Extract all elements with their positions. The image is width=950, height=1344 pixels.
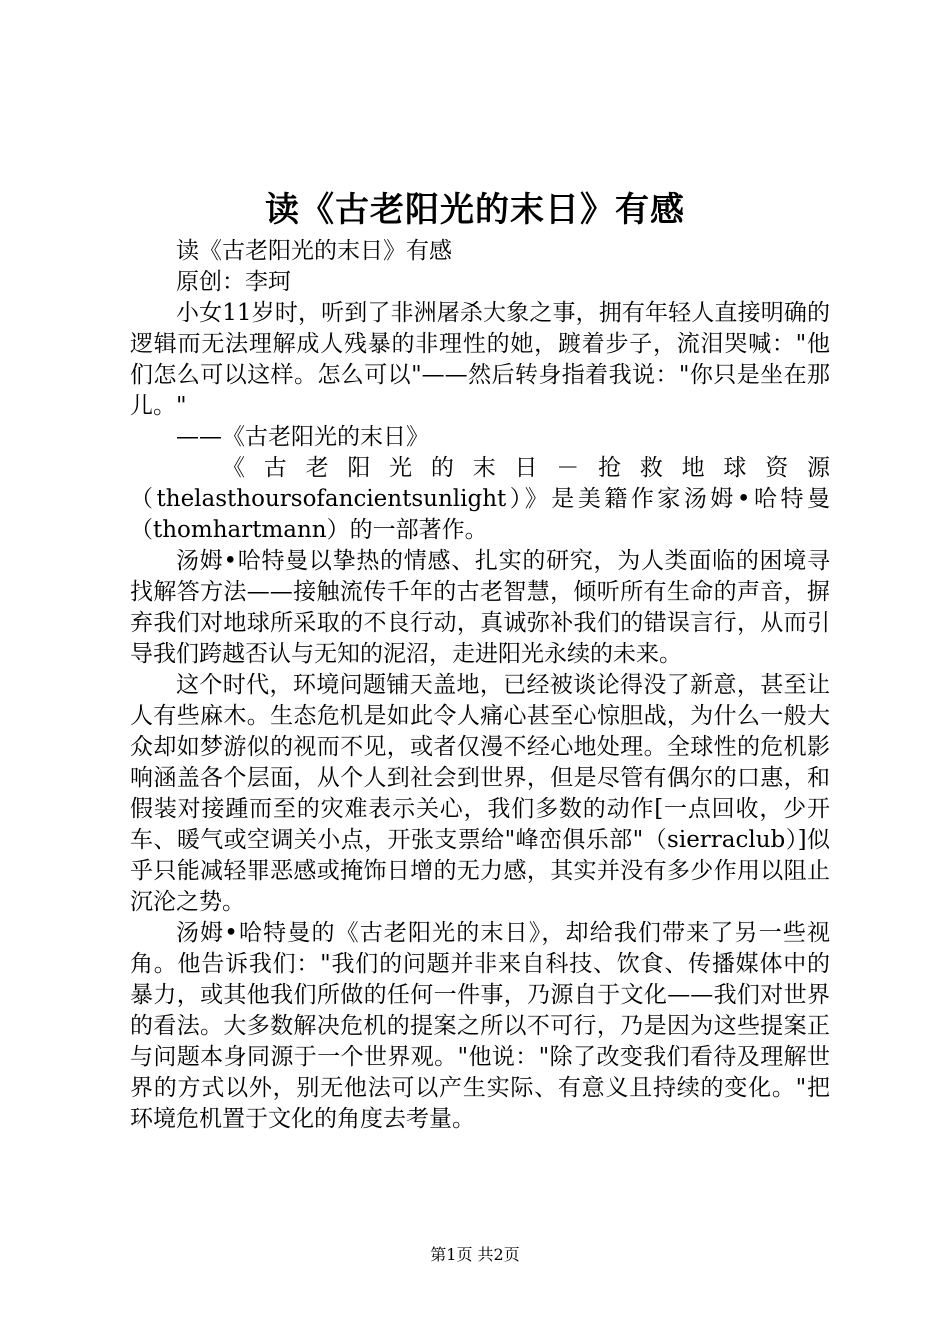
body-paragraph: 汤姆•哈特曼以挚热的情感、扎实的研究，为人类面临的困境寻找解答方法——接触流传千年的古老智慧，倾听所有生命的声音，摒弃我们对地球所采取的不良行动，真诚弥补我们的错误言行，从而引导我们跨越否认与无知的泥沼，走进阳光永续的未来。 xyxy=(130,548,830,667)
document-title: 读《古老阳光的末日》有感 xyxy=(265,190,685,230)
document-body xyxy=(130,236,830,1135)
author-paragraph: 原创：李珂 xyxy=(176,269,291,295)
body-paragraph: 小女11岁时，听到了非洲屠杀大象之事，拥有年轻人直接明确的逻辑而无法理解成人残暴的非理性的她，踱着步子，流泪哭喊："他们怎么可以这样。怎么可以"——然后转身指着我说："你只是坐在那儿。" xyxy=(130,300,830,419)
body-paragraph: 这个时代，环境问题铺天盖地，已经被谈论得没了新意，甚至让人有些麻木。生态危机是如此令人痛心甚至心惊胆战，为什么一般大众却如梦游似的视而不见，或者仅漫不经心地处理。全球性的危机影响涵盖各个层面，从个人到社会到世界，但是尽管有偶尔的口惠，和假装对接踵而至的灾难表示关心，我们多数的动作[一点回收，少开车、暖气或空调关小点，开张支票给"峰峦俱乐部"（sierraclub）]似乎只能减轻罪恶感或掩饰日增的无力感，其实并没有多少作用以阻止沉沦之势。 xyxy=(130,672,830,915)
quote-source-paragraph: ——《古老阳光的末日》 xyxy=(176,424,429,450)
page-footer: 第1页 共2页 xyxy=(430,1245,520,1264)
subtitle-paragraph: 读《古老阳光的末日》有感 xyxy=(176,238,452,264)
body-paragraph: 《古老阳光的末日－抢救地球资源（thelasthoursofancientsunlight）》是美籍作家汤姆•哈特曼（thomhartmann）的一部著作。 xyxy=(130,455,830,543)
body-paragraph: 汤姆•哈特曼的《古老阳光的末日》，却给我们带来了另一些视角。他告诉我们："我们的问题并非来自科技、饮食、传播媒体中的暴力，或其他我们所做的任何一件事，乃源自于文化——我们对世界的看法。大多数解决危机的提案之所以不可行，乃是因为这些提案正与问题本身同源于一个世界观。"他说："除了改变我们看待及理解世界的方式以外，别无他法可以产生实际、有意义且持续的变化。"把环境危机置于文化的角度去考量。 xyxy=(130,920,830,1132)
